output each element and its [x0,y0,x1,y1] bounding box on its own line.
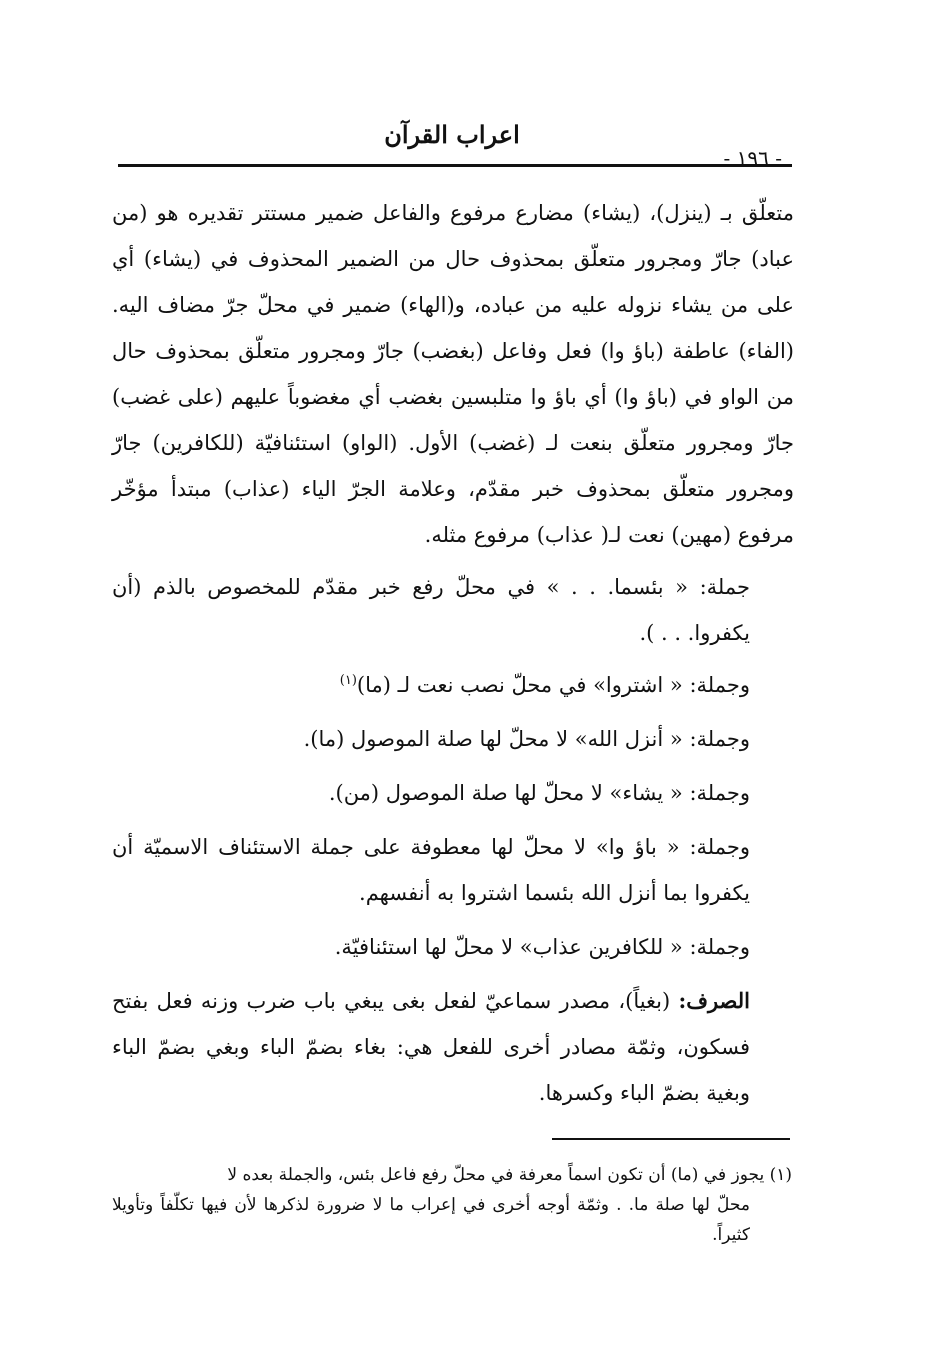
footnote-continuation: محلّ لها صلة ما. . وثمّة أوجه أخرى في إعراب ما لا ضرورة لذكرها لأن فيها تكلّفاً وتأويلا كثيراً. [112,1195,750,1245]
sarf-label: الصرف: [678,988,750,1013]
paragraph-irab: متعلّق بـ (ينزل)، (يشاء) مضارع مرفوع والفاعل ضمير مستتر تقديره هو (من عباد) جارّ ومجرور متعلّق بمحذوف حال من الضمير المحذوف في (يشاء) أي على من يشاء نزوله عليه من عباده، و(الهاء) ضمير في محلّ جرّ مضاف اليه. (الفاء) عاطفة (باؤ وا) فعل وفاعل (بغضب) جارّ ومجرور متعلّق بمحذوف حال من الواو في (باؤ وا) أي باؤ وا متلبسين بغضب أي مغضوباً عليهم (على غضب) جارّ ومجرور متعلّق بنعت لـ (غضب) الأول. (الواو) استئنافيّة (للكافرين) جارّ ومجرور متعلّق بمحذوف خبر مقدّم، وعلامة الجرّ الياء (عذاب) مبتدأ مؤخّر مرفوع (مهين) نعت لـ( عذاب) مرفوع مثله. [112,201,795,547]
footnote-line-1: (١) يجوز في (ما) أن تكون اسماً معرفة في محلّ رفع فاعل بئس، والجملة بعده لا [227,1165,792,1185]
paragraph-jumla-baau: وجملة: « باؤ وا» لا محلّ لها معطوفة على جملة الاستئناف الاسميّة أن يكفروا بما أنزل الله بئسما اشتروا به أنفسهم. [112,835,750,905]
paragraph-sarf [112,978,794,1116]
footnote [112,1160,792,1250]
running-title: اعراب القرآن [384,120,520,149]
footnote-rule [552,1138,790,1140]
jumla-ishtaraw-text: وجملة: « اشتروا» في محلّ نصب نعت لـ (ما) [356,673,750,697]
paragraph-jumla-ishtaraw [112,662,794,708]
paragraph-jumla-bisma: جملة: « بئسما. . . » في محلّ رفع خبر مقدّم للمخصوص بالذم (أن يكفروا. . . ). [112,575,750,645]
paragraph-jumla-anzala: وجملة: « أنزل الله» لا محلّ لها صلة الموصول (ما). [303,727,750,751]
main-text [112,190,794,1116]
paragraph-jumla-lilkafirin: وجملة: « للكافرين عذاب» لا محلّ لها استئنافيّة. [334,935,750,959]
sarf-text: (بغياً)، مصدر سماعيّ لفعل بغى يبغي باب ضرب وزنه فعل بفتح فسكون، وثمّة مصادر أخرى للفعل هي: بغاء بضمّ الباء وبغي بضمّ الباء وبغية بضمّ الباء وكسرها. [112,989,750,1105]
page-header [112,112,792,172]
page-number: - ١٩٦ - [723,146,782,170]
header-rule [118,164,792,167]
paragraph-jumla-yashaa: وجملة: « يشاء» لا محلّ لها صلة الموصول (من). [328,781,750,805]
footnote-reference: (١) [339,673,357,688]
